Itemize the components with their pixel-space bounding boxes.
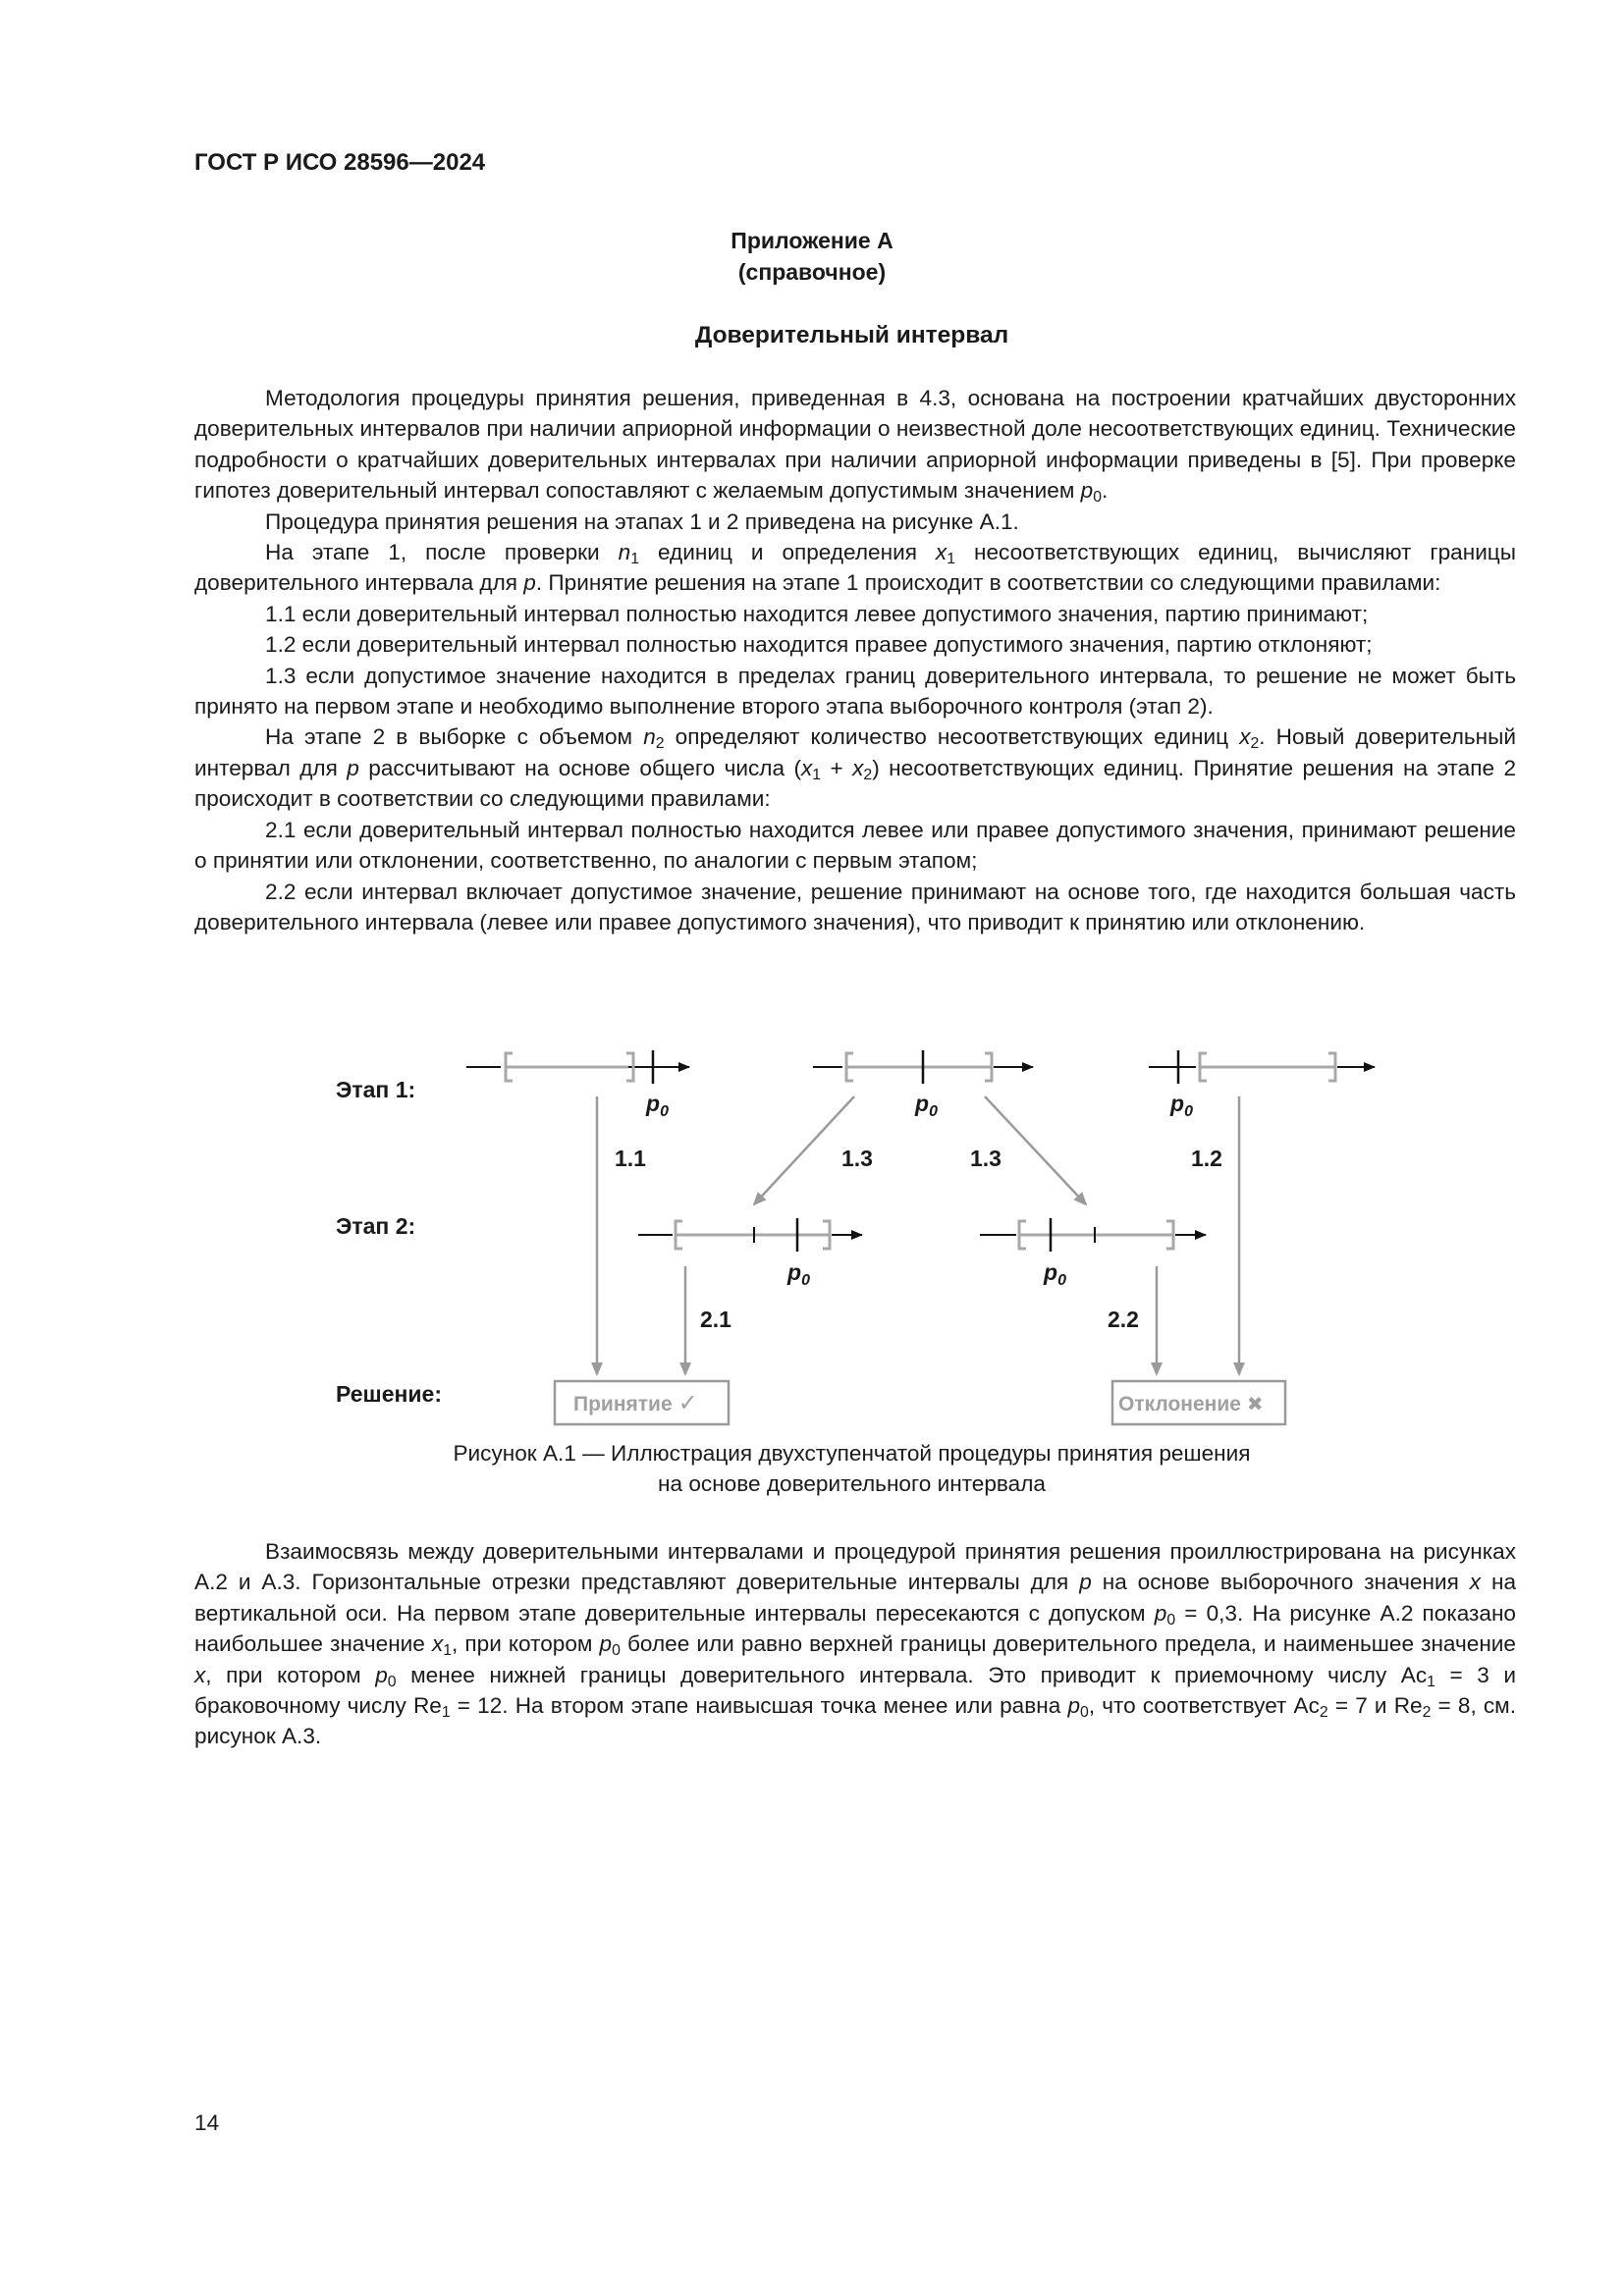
rule-item: 1.3 если допустимое значение находится в пределах границ доверительного интервала, то решение не может быть принято на первом этапе и необходимо выполнение второго этапа выборочного контроля (этап 2). [194,663,1516,720]
stage2-interval-left [638,1218,862,1289]
cross-icon: ✖ [1246,1394,1264,1415]
rule-item: 2.1 если доверительный интервал полностью находится левее или правее допустимого значения, принимают решение о принятии или отклонении, соответственно, по аналогии с первым этапом; [194,817,1516,874]
p0-label: p [1170,1091,1185,1116]
svg-text:p0: $p_0$ [915,1091,938,1120]
decision-label: Решение: [336,1381,443,1407]
stage1-interval-left [466,1050,689,1120]
p0-label: p [646,1091,661,1116]
stage2-label: Этап 2: [336,1213,416,1239]
rule-label-1-2: 1.2 [1191,1146,1222,1171]
page-number: 14 [194,2110,220,2135]
rule-label-1-3: 1.3 [970,1146,1001,1171]
document-code: ГОСТ Р ИСО 28596—2024 [194,149,486,176]
svg-text:p0: $p_0$ [1044,1259,1066,1289]
accept-box [555,1381,729,1424]
stage1-label: Этап 1: [336,1077,416,1102]
rule-label-1-1: 1.1 [615,1146,646,1171]
annex-subtitle: (справочное) [737,259,887,285]
section-title: Доверительный интервал [694,322,1009,348]
body-text-top [194,383,1516,937]
annex-title: Приложение А [731,228,893,253]
figure-caption: Рисунок А.1 — Иллюстрация двухступенчатой процедуры принятия решения на основе доверительного интервала [453,1441,1251,1496]
paragraph: Методология процедуры принятия решения, приведенная в 4.3, основана на построении кратчайших двусторонних доверительных интервалов при наличии априорной информации о неизвестной доле несоответствующих единиц. Технические подробности о кратчайших доверительных интервалах при наличии априорной информации приведены в [5]. При проверке гипотез доверительный интервал сопоставляют с желаемым допустимым значением $p_0$. [194,386,1516,507]
stage1-interval-middle [813,1050,1033,1120]
check-icon: ✓ [677,1390,698,1416]
rule-item: 1.2 если доверительный интервал полностью находится правее допустимого значения, партию отклоняют; [265,632,1373,658]
rule-label-2-2: 2.2 [1108,1307,1139,1332]
paragraph: Взаимосвязь между доверительными интервалами и процедурой принятия решения проиллюстрирована на рисунках А.2 и А.3. Горизонтальные отрезки представляют доверительные интервалы для p на основе выборочного значения x на вертикальной оси. На первом этапе доверительные интервалы пересекаются с допуском $p_0 = 0,3$. На рисунке А.2 показано наибольшее значение $x_1$, при котором $p_0$ более или равно верхней границы доверительного предела, и наименьшее значение x, при котором $p_0$ менее нижней границы доверительного интервала. Это приводит к приемочному числу $Ac_1 = 3$ и браковочному числу $Re_1 = 12$. На втором этапе наивысшая точка менее или равна $p_0$, что соответствует $Ac_2 = 7$ и $Re_2 = 8$, см. рисунок А.3. [194,1539,1517,1749]
svg-text:p0: $p_0$ [787,1259,810,1289]
rule-item: 1.1 если доверительный интервал полностью находится левее допустимого значения, партию принимают; [265,601,1369,626]
accept-text: Принятие [573,1393,673,1415]
p0-label: p [915,1091,930,1116]
stage2-interval-right [980,1218,1206,1289]
reject-text: Отклонение [1118,1393,1241,1415]
rule-label-1-3: 1.3 [841,1146,873,1171]
paragraph: На этапе 1, после проверки $n_1$ единиц и определения $x_1$ несоответствующих единиц, вычисляют границы доверительного интервала для p. Принятие решения на этапе 1 происходит в соответствии со следующими правилами: [194,540,1516,596]
paragraph: На этапе 2 в выборке с объемом $n_2$ определяют количество несоответствующих единиц $x_2$. Новый доверительный интервал для p рассчитывают на основе общего числа $(x_1 + x_2)$ несоответствующих единиц. Принятие решения на этапе 2 происходит в соответствии со следующими правилами: [194,724,1517,812]
reject-box [1112,1381,1285,1424]
rule-label-2-1: 2.1 [700,1307,731,1332]
p0-label: p [1044,1259,1058,1285]
arrow-1-3-left [754,1096,854,1204]
svg-text:p0: $p_0$ [646,1091,669,1120]
p0-label: p [787,1259,802,1285]
svg-text:p0: $p_0$ [1170,1091,1193,1120]
rule-item: 2.2 если интервал включает допустимое значение, решение принимают на основе того, где находится большая часть доверительного интервала (левее или правее допустимого значения), что приводит к принятию или отклонению. [194,879,1516,934]
svg-text:Принятие✓ [573,1390,698,1416]
figure-a1 [0,1031,1624,1443]
body-text-bottom [194,1536,1516,1752]
paragraph: Процедура принятия решения на этапах 1 и 2 приведена на рисунке А.1. [265,508,1019,534]
stage1-interval-right [1149,1050,1375,1120]
